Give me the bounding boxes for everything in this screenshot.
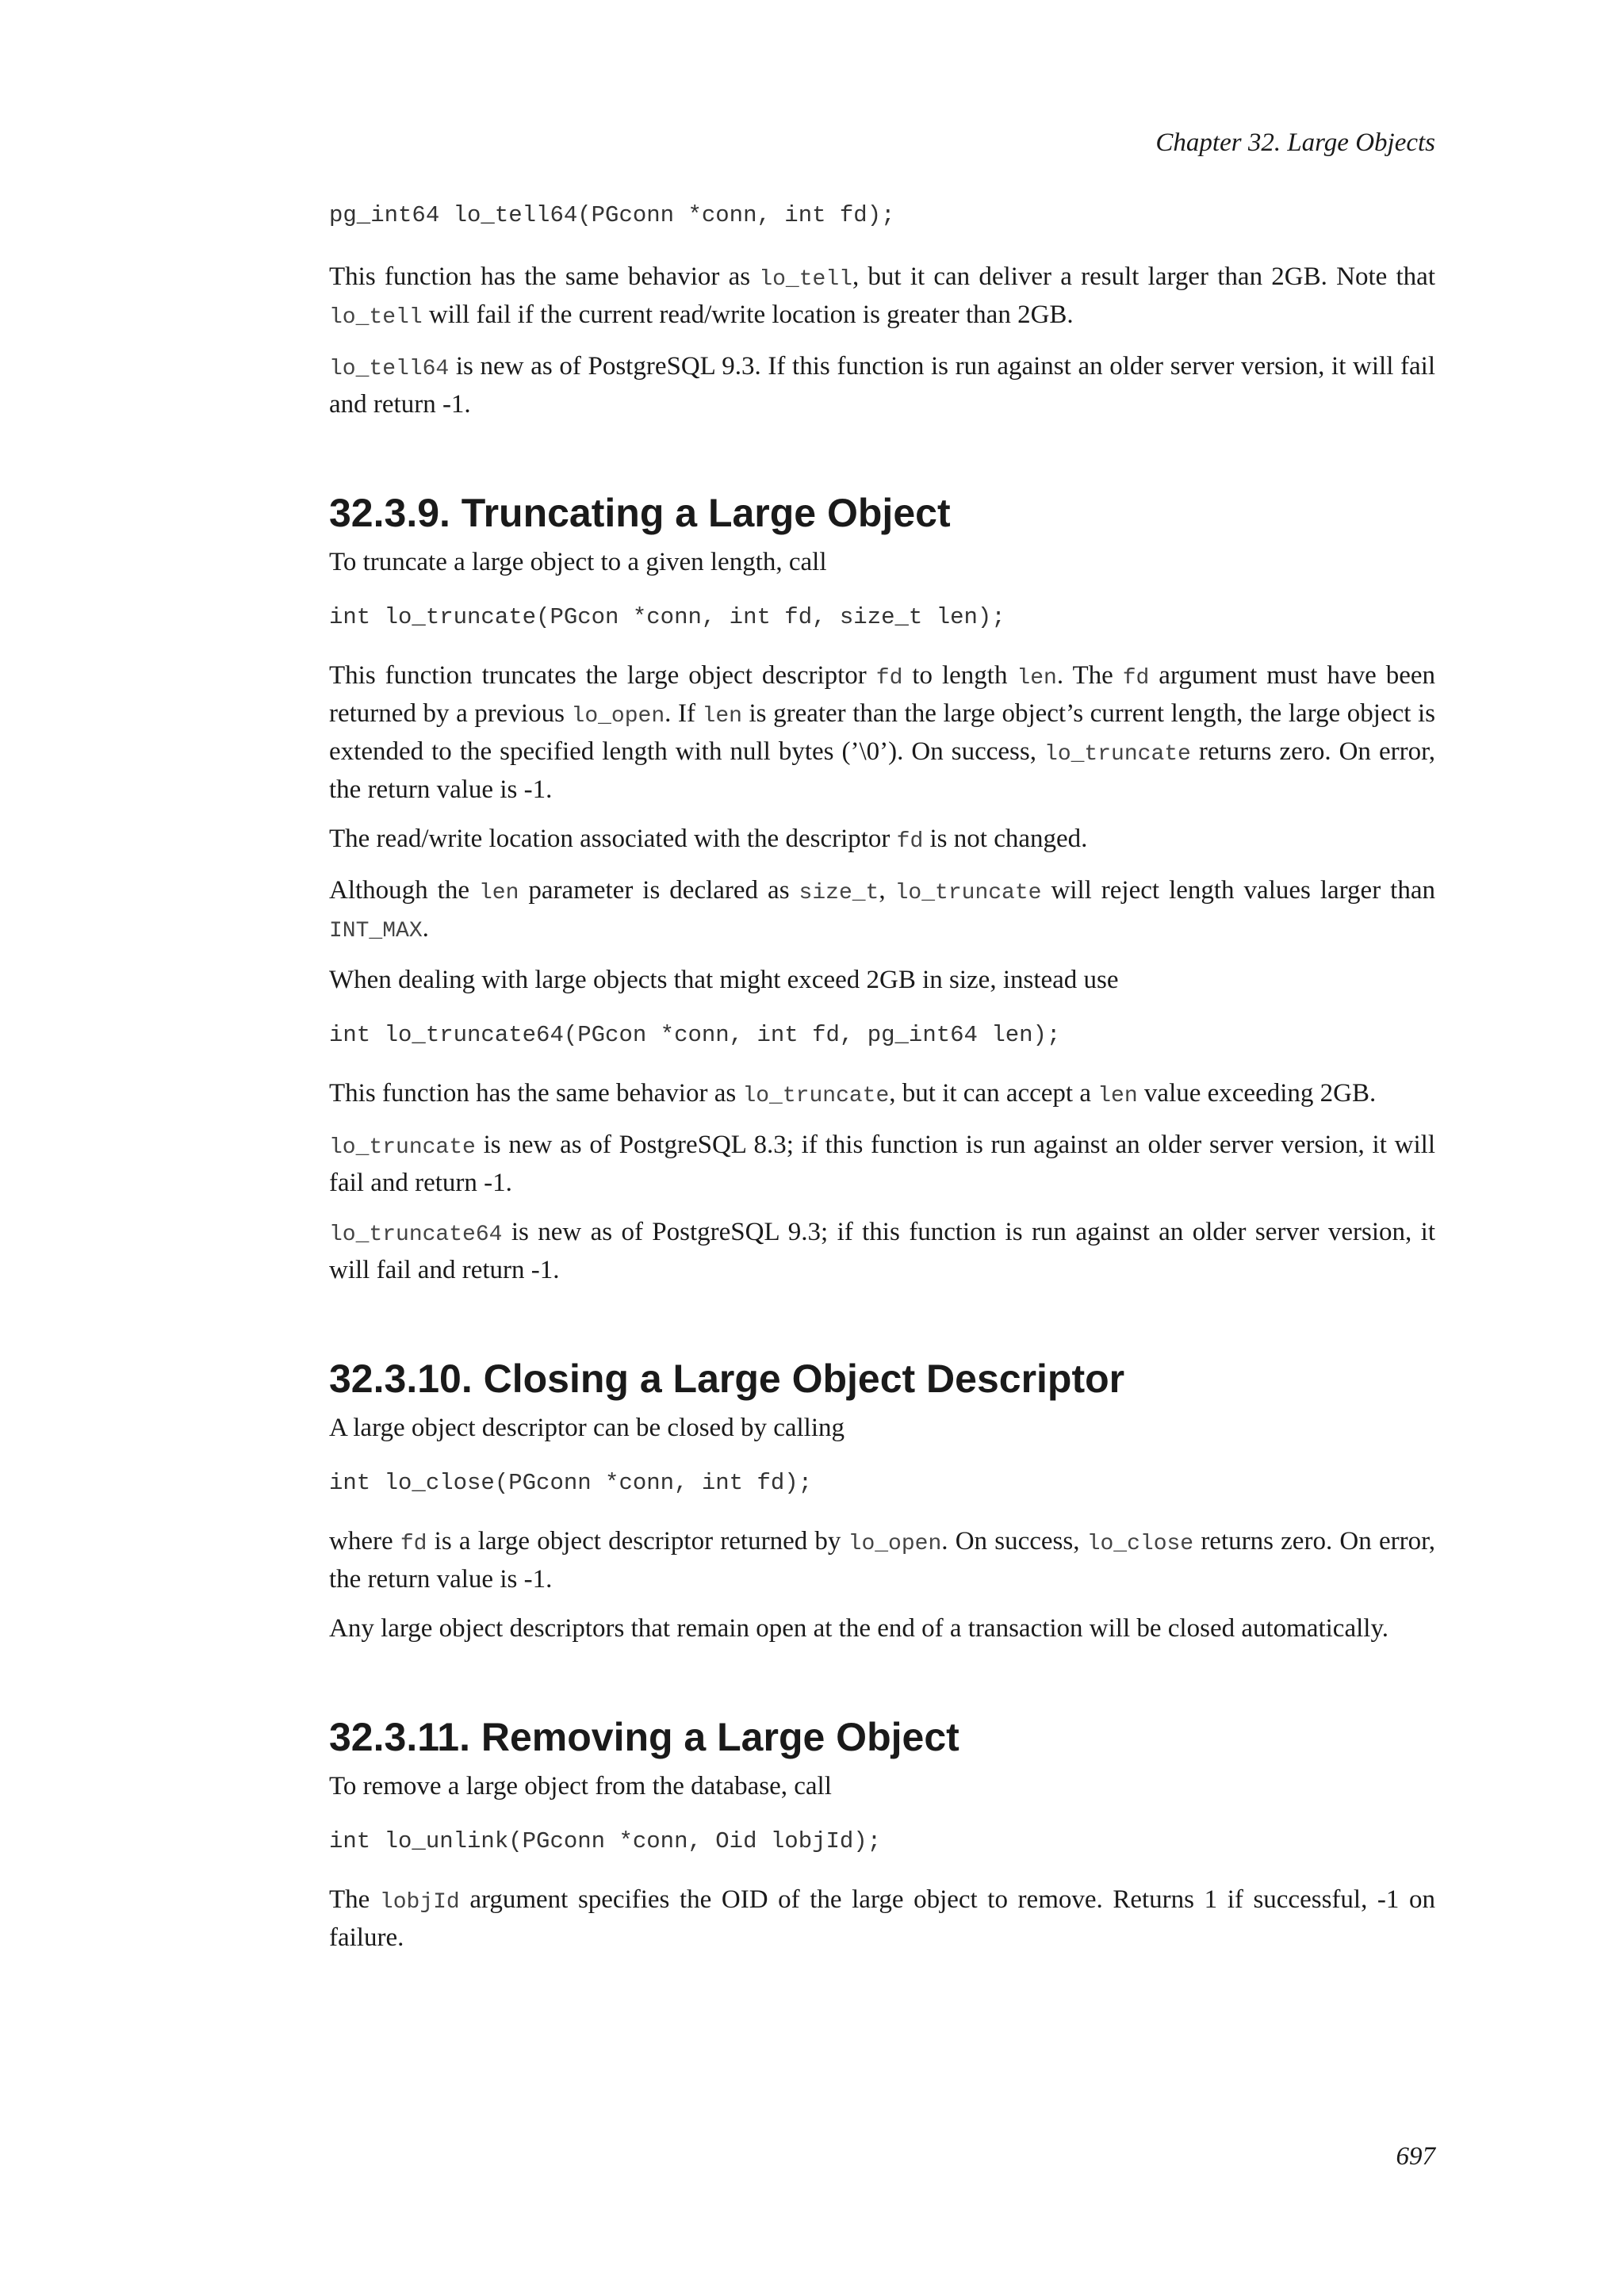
paragraph: This function truncates the large object descriptor fd to length len. The fd argument must have been returned by a previous lo_open. If len is greater than the large object’s current length, the large object is extended to the specified length with null bytes (’\0’). On success, lo_truncate returns zero. On error, the return value is -1.: [329, 661, 1435, 804]
paragraph: lo_truncate64 is new as of PostgreSQL 9.3; if this function is run against an older server version, it will fail and return -1.: [329, 1218, 1435, 1284]
inline-code: fd: [896, 829, 924, 854]
page-number: 697: [1396, 2142, 1435, 2171]
inline-code: len: [702, 704, 742, 729]
inline-code: lo_truncate: [1044, 742, 1191, 767]
paragraph: where fd is a large object descriptor returned by lo_open. On success, lo_close returns zero. On error, the return value is -1.: [329, 1527, 1435, 1594]
inline-code: lo_tell64: [329, 357, 450, 381]
code-signature-lo-tell64: pg_int64 lo_tell64(PGconn *conn, int fd);: [329, 202, 895, 228]
paragraph: This function has the same behavior as lo_tell, but it can deliver a result larger than 2GB. Note that lo_tell will fail if the current read/write location is greater than 2GB.: [329, 262, 1435, 330]
inline-code: fd: [1122, 666, 1150, 691]
inline-code: lo_truncate: [329, 1135, 476, 1160]
inline-code: fd: [875, 666, 903, 691]
paragraph: To truncate a large object to a given length, call: [329, 548, 827, 576]
code-signature-lo-unlink: int lo_unlink(PGconn *conn, Oid lobjId);: [329, 1828, 882, 1854]
inline-code: lo_truncate64: [329, 1223, 503, 1247]
paragraph: lo_truncate is new as of PostgreSQL 8.3; if this function is run against an older server version, it will fail and return -1.: [329, 1131, 1435, 1197]
section-heading: 32.3.11. Removing a Large Object: [329, 1715, 959, 1759]
running-header: Chapter 32. Large Objects: [1155, 128, 1435, 157]
section-heading: 32.3.9. Truncating a Large Object: [329, 491, 951, 535]
inline-code: lo_truncate: [742, 1084, 890, 1108]
paragraph: Any large object descriptors that remain open at the end of a transaction will be closed automatically.: [329, 1614, 1389, 1643]
paragraph: To remove a large object from the database, call: [329, 1772, 832, 1800]
inline-code: lo_close: [1086, 1532, 1194, 1556]
inline-code: lo_tell: [759, 267, 852, 292]
inline-code: len: [478, 881, 519, 905]
inline-code: INT_MAX: [329, 919, 423, 943]
page-content: [329, 201, 1435, 1956]
paragraph: The read/write location associated with the descriptor fd is not changed.: [329, 825, 1088, 854]
inline-code: lo_open: [848, 1532, 942, 1556]
inline-code: len: [1017, 666, 1057, 691]
inline-code: size_t: [799, 881, 879, 905]
code-signature-lo-close: int lo_close(PGconn *conn, int fd);: [329, 1470, 813, 1496]
inline-code: fd: [400, 1532, 427, 1556]
inline-code: lo_truncate: [894, 881, 1042, 905]
inline-code: lo_open: [571, 704, 665, 729]
paragraph: This function has the same behavior as lo_truncate, but it can accept a len value exceeding 2GB.: [329, 1079, 1377, 1108]
paragraph: lo_tell64 is new as of PostgreSQL 9.3. If this function is run against an older server version, it will fail and return -1.: [329, 352, 1435, 419]
paragraph: A large object descriptor can be closed by calling: [329, 1414, 845, 1442]
paragraph: Although the len parameter is declared as size_t, lo_truncate will reject length values larger than INT_MAX.: [329, 876, 1436, 943]
inline-code: len: [1097, 1084, 1138, 1108]
inline-code: lo_tell: [329, 305, 423, 330]
paragraph: When dealing with large objects that might exceed 2GB in size, instead use: [329, 966, 1119, 994]
inline-code: lobjId: [379, 1890, 460, 1915]
section-heading: 32.3.10. Closing a Large Object Descriptor: [329, 1357, 1125, 1401]
code-signature-lo-truncate: int lo_truncate(PGcon *conn, int fd, size_t len);: [329, 604, 1005, 630]
code-signature-lo-truncate64: int lo_truncate64(PGcon *conn, int fd, pg_int64 len);: [329, 1022, 1061, 1048]
paragraph: The lobjId argument specifies the OID of the large object to remove. Returns 1 if successful, -1 on failure.: [329, 1885, 1435, 1952]
